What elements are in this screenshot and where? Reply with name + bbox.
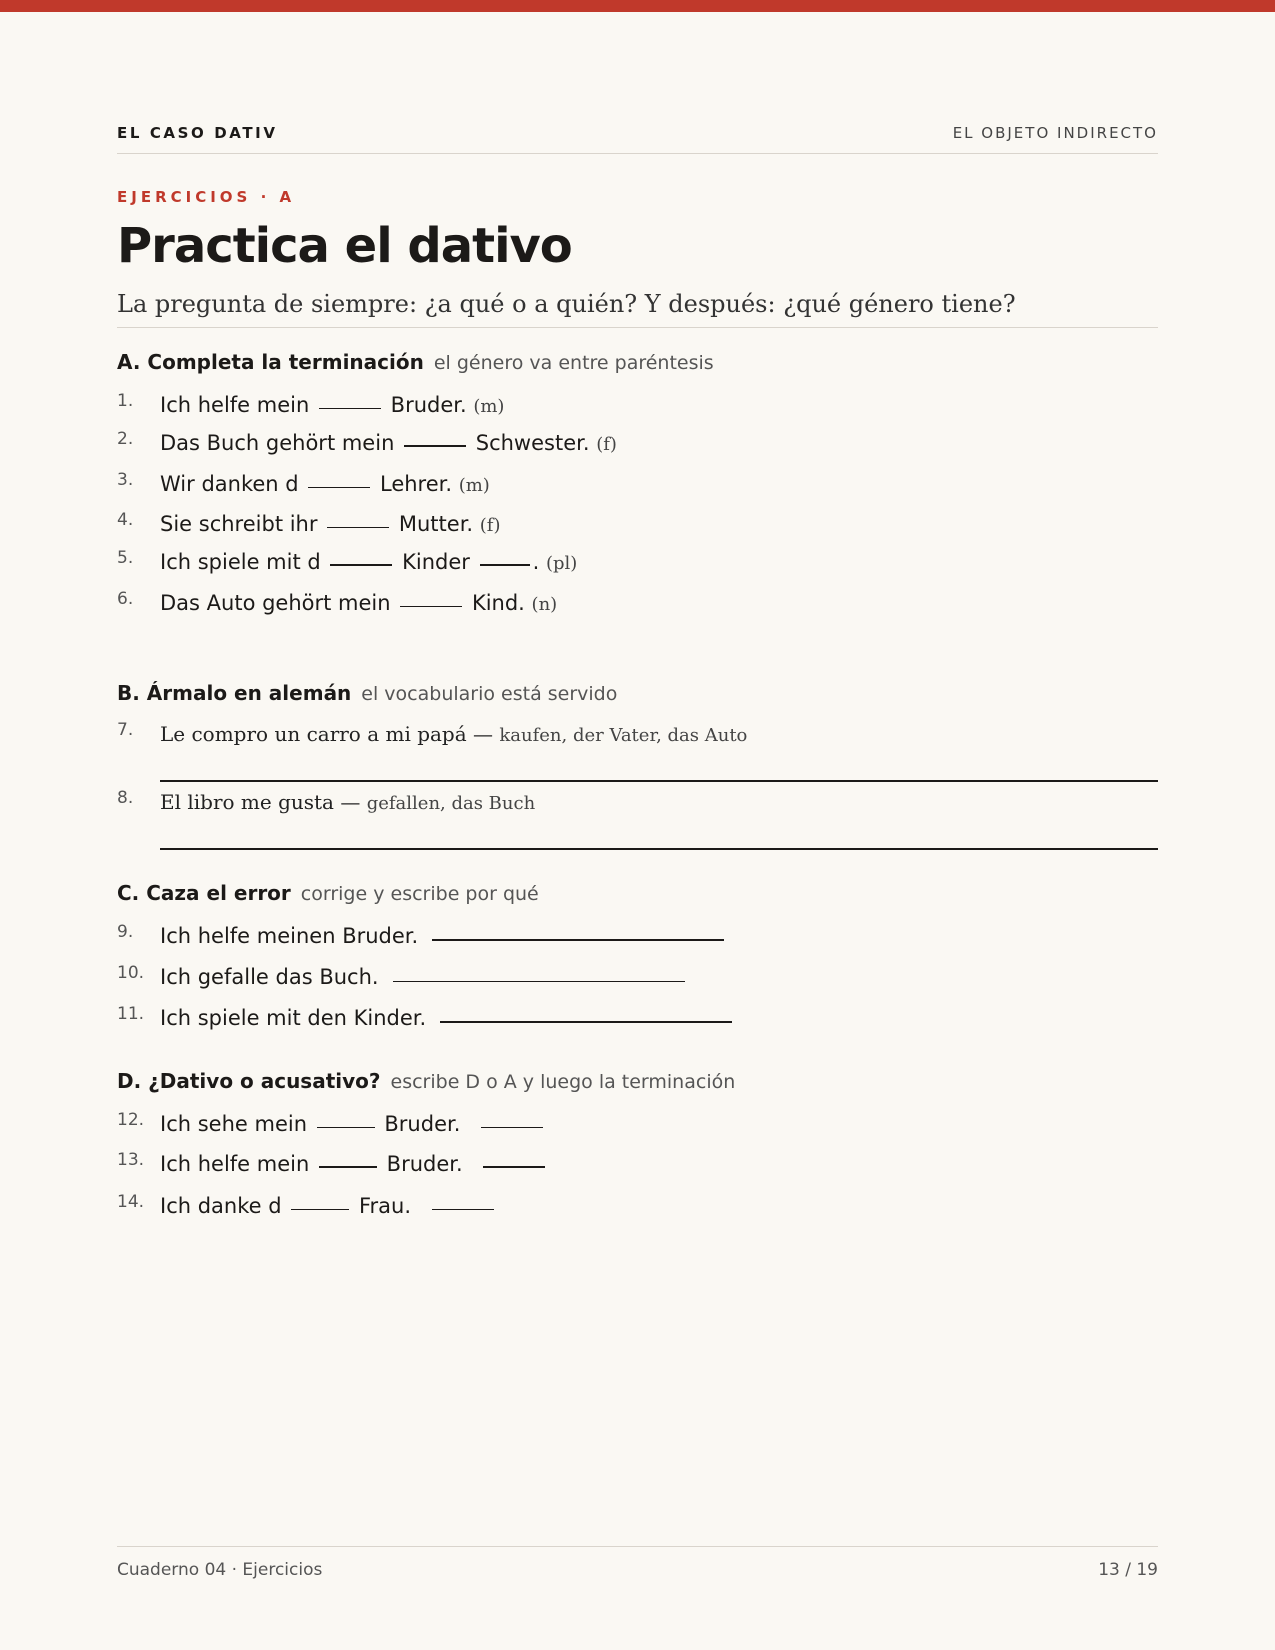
gender-hint: (m) [473,396,505,417]
sentence-end: Schwester. [475,431,590,455]
correction-blank[interactable] [393,981,685,982]
item-number: 10. [117,963,145,983]
item-number: 4. [117,510,134,530]
sentence-start: Ich spiele mit d [160,550,321,574]
item-number: 7. [117,720,134,740]
exercise-item-7 [117,722,1158,754]
vocabulary-hint: gefallen, das Buch [366,793,536,814]
sentence-end: Mutter. [398,512,474,536]
case-blank[interactable] [481,1127,543,1128]
ending-blank[interactable] [319,408,381,409]
sentence-end: Frau. [358,1194,411,1218]
page-title: Practica el dativo [117,218,572,274]
exercise-item-9 [117,924,1158,956]
section-kicker: EJERCICIOS · A [117,188,296,206]
exercise-item-11 [117,1006,1158,1038]
exercise-item-2 [117,431,1158,463]
section-c-heading [117,881,539,905]
exercise-item-10 [117,965,1158,997]
section-b-hint: el vocabulario está servido [361,683,618,705]
title-divider [117,327,1158,328]
ending-blank[interactable] [291,1209,349,1210]
gender-hint: (m) [458,475,490,496]
noun-ending-blank[interactable] [480,564,530,566]
gender-hint: (f) [479,515,501,536]
sentence-middle: Kinder [402,550,470,574]
section-d-heading [117,1069,735,1093]
sentence-start: Das Buch gehört mein [160,431,395,455]
header-topic: EL CASO DATIV [117,124,278,142]
item-number: 2. [117,429,134,449]
ending-blank[interactable] [400,606,462,607]
correction-blank[interactable] [440,1021,732,1023]
section-a-title: A. Completa la terminación [117,350,424,374]
sentence-start: Sie schreibt ihr [160,512,318,536]
gender-hint: (n) [531,594,558,615]
header-subtopic: EL OBJETO INDIRECTO [952,124,1158,142]
item-number: 12. [117,1110,145,1130]
sentence-end: Bruder. [390,393,467,417]
ending-blank[interactable] [317,1127,375,1128]
sentence-end: . [532,550,540,574]
case-blank[interactable] [432,1209,494,1210]
item-number: 9. [117,922,134,942]
section-c-hint: corrige y escribe por qué [300,883,539,905]
ending-blank[interactable] [308,487,370,488]
page-subtitle: La pregunta de siempre: ¿a qué o a quién? Y después: ¿qué género tiene? [117,290,1016,318]
sentence-start: Das Auto gehört mein [160,591,391,615]
ending-blank[interactable] [319,1166,377,1168]
article-ending-blank[interactable] [330,564,392,566]
exercise-item-4 [117,512,1158,544]
section-b-heading [117,681,617,705]
item-number: 8. [117,788,134,808]
gender-hint: (pl) [545,553,578,574]
sentence-end: Kind. [471,591,525,615]
sentence-start: Ich sehe mein [160,1112,308,1136]
top-accent-bar [0,0,1275,12]
exercise-item-13 [117,1152,1158,1184]
error-sentence: Ich helfe meinen Bruder. [160,924,419,948]
running-header [117,124,1158,144]
sentence-start: Ich helfe mein [160,393,310,417]
vocabulary-hint: kaufen, der Vater, das Auto [499,725,748,746]
spanish-sentence: El libro me gusta — [160,790,361,814]
page-number: 13 / 19 [1098,1560,1158,1580]
item-number: 1. [117,391,134,411]
answer-line-8[interactable] [160,848,1158,850]
item-number: 14. [117,1192,145,1212]
case-blank[interactable] [483,1166,545,1168]
ending-blank[interactable] [327,527,389,528]
ending-blank[interactable] [404,445,466,447]
sentence-start: Wir danken d [160,472,299,496]
section-a-heading [117,350,714,374]
footer-divider [117,1546,1158,1547]
correction-blank[interactable] [432,939,724,941]
item-number: 13. [117,1150,145,1170]
footer-notebook: Cuaderno 04 · Ejercicios [117,1560,323,1580]
exercise-item-5 [117,550,1158,582]
section-d-hint: escribe D o A y luego la terminación [390,1071,736,1093]
exercise-item-14 [117,1194,1158,1226]
error-sentence: Ich spiele mit den Kinder. [160,1006,427,1030]
sentence-start: Ich helfe mein [160,1152,310,1176]
exercise-item-12 [117,1112,1158,1144]
section-b-title: B. Ármalo en alemán [117,681,352,705]
exercise-item-1 [117,393,1158,425]
answer-line-7[interactable] [160,780,1158,782]
exercise-item-6 [117,591,1158,623]
gender-hint: (f) [596,434,617,455]
item-number: 6. [117,589,134,609]
section-a-hint: el género va entre paréntesis [433,352,714,374]
sentence-start: Ich danke d [160,1194,282,1218]
sentence-end: Bruder. [386,1152,463,1176]
section-d-title: D. ¿Dativo o acusativo? [117,1069,381,1093]
item-number: 3. [117,470,134,490]
header-divider [117,153,1158,154]
sentence-end: Lehrer. [379,472,453,496]
exercise-item-3 [117,472,1158,504]
exercise-item-8 [117,790,1158,822]
item-number: 11. [117,1004,145,1024]
sentence-end: Bruder. [384,1112,461,1136]
section-c-title: C. Caza el error [117,881,291,905]
error-sentence: Ich gefalle das Buch. [160,965,379,989]
spanish-sentence: Le compro un carro a mi papá — [160,722,494,746]
item-number: 5. [117,548,134,568]
